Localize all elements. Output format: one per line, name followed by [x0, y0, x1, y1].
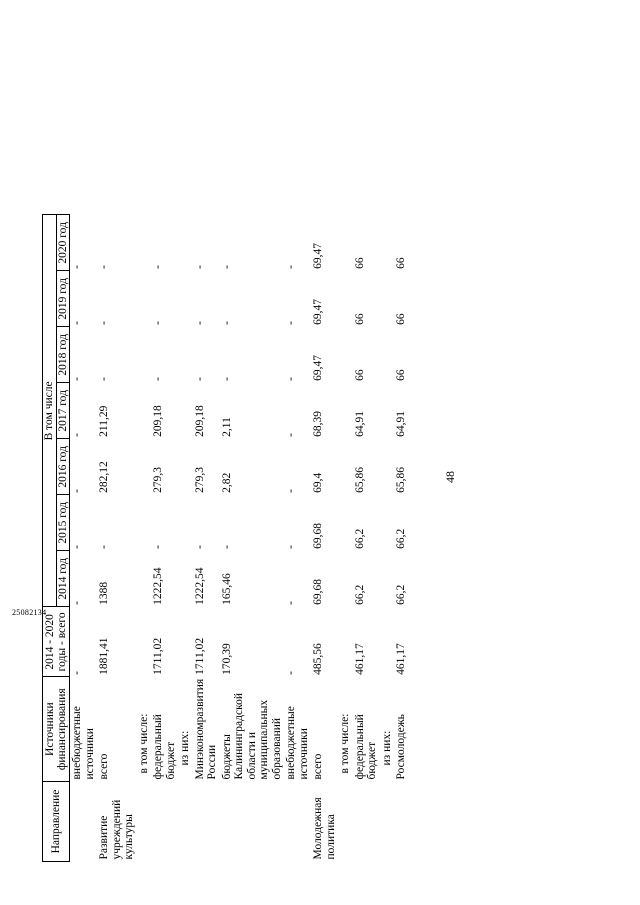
header-year: 2018 год — [56, 327, 70, 383]
direction-cell — [178, 782, 193, 862]
year-value-cell: 64,91 — [395, 410, 407, 437]
header-in-total: В том числе — [43, 215, 57, 607]
year-value-cell: 1222,54 — [152, 567, 164, 605]
year-value-cell: - — [152, 321, 164, 325]
table-row — [137, 215, 152, 862]
year-value-cell: - — [193, 545, 206, 549]
year-value-cell — [178, 495, 193, 551]
year-value-cell: - — [71, 265, 83, 269]
total-cell: - — [71, 671, 83, 675]
source-cell: Минэкономразвития России — [193, 678, 218, 780]
year-value-cell: - — [98, 321, 110, 325]
direction-cell — [353, 782, 380, 862]
year-value-cell — [137, 495, 152, 551]
source-cell: бюджеты Калининградской области и муниципальных образований — [220, 692, 283, 780]
table-row — [394, 215, 409, 862]
direction-cell — [193, 782, 220, 862]
year-value-cell: 69,47 — [312, 242, 324, 269]
year-value-cell — [178, 215, 193, 271]
source-cell: всего — [98, 753, 110, 780]
year-value-cell: 279,3 — [152, 466, 164, 493]
year-value-cell: 64,91 — [353, 410, 366, 437]
year-value-cell: 1222,54 — [193, 567, 206, 605]
year-value-cell — [338, 271, 353, 327]
year-value-cell: 69,68 — [312, 578, 324, 605]
total-cell: 1711,02 — [152, 637, 164, 675]
year-value-cell — [137, 551, 152, 607]
total-cell: 461,17 — [353, 643, 366, 675]
year-value-cell: - — [220, 265, 233, 269]
header-direction: Направление — [43, 782, 70, 862]
source-cell: Росмолодежь — [395, 714, 407, 780]
year-value-cell: - — [220, 545, 233, 549]
year-value-cell — [178, 439, 193, 495]
year-value-cell: - — [285, 377, 297, 381]
direction-cell — [220, 782, 285, 862]
total-cell: - — [285, 671, 297, 675]
year-value-cell: 69,68 — [312, 522, 324, 549]
year-value-cell: 66,2 — [353, 528, 366, 549]
year-value-cell: 66 — [353, 369, 366, 381]
year-value-cell: - — [285, 265, 297, 269]
year-value-cell — [338, 439, 353, 495]
year-value-cell — [380, 215, 395, 271]
year-value-cell: - — [71, 433, 83, 437]
year-value-cell — [178, 551, 193, 607]
year-value-cell: - — [98, 545, 110, 549]
year-value-cell: 209,18 — [152, 405, 164, 437]
year-value-cell — [338, 215, 353, 271]
total-cell — [178, 607, 193, 677]
source-cell: федеральный бюджет — [353, 714, 378, 780]
year-value-cell: - — [152, 545, 164, 549]
year-value-cell — [137, 215, 152, 271]
year-value-cell: - — [285, 601, 297, 605]
year-value-cell: 69,4 — [312, 472, 324, 493]
year-value-cell: 279,3 — [193, 466, 206, 493]
year-value-cell: 66,2 — [395, 584, 407, 605]
table-row — [97, 215, 137, 862]
year-value-cell — [338, 551, 353, 607]
source-cell: федеральный бюджет — [152, 714, 177, 780]
header-sources: Источники финансирования — [43, 677, 70, 782]
year-value-cell — [137, 439, 152, 495]
year-value-cell: - — [285, 489, 297, 493]
header-year: 2015 год — [56, 495, 70, 551]
year-value-cell: - — [193, 265, 206, 269]
year-value-cell: - — [152, 377, 164, 381]
year-value-cell — [137, 327, 152, 383]
source-cell: в том числе: — [137, 713, 150, 774]
year-value-cell: 65,86 — [353, 466, 366, 493]
source-cell: внебюджетные источники — [71, 706, 96, 780]
year-value-cell: - — [98, 377, 110, 381]
direction-cell — [284, 782, 311, 862]
table-row — [220, 215, 285, 862]
year-value-cell: 282,12 — [98, 461, 110, 493]
year-value-cell: - — [71, 545, 83, 549]
total-cell: 1881,41 — [98, 637, 110, 675]
year-value-cell: 1388 — [98, 581, 110, 605]
year-value-cell — [380, 551, 395, 607]
total-cell — [137, 607, 152, 677]
header-year: 2017 год — [56, 383, 70, 439]
direction-cell — [380, 782, 395, 862]
direction-cell: Развитие учреждений культуры — [98, 799, 135, 860]
year-value-cell: 66 — [395, 257, 407, 269]
year-value-cell: - — [220, 377, 233, 381]
table-row — [151, 215, 178, 862]
source-cell: всего — [312, 753, 324, 780]
header-period-total: 2014 - 2020 годы - всего — [43, 607, 70, 677]
side-code: 25082134 — [12, 608, 47, 617]
year-value-cell: - — [71, 321, 83, 325]
direction-cell — [338, 782, 353, 862]
year-value-cell: 69,47 — [312, 354, 324, 381]
year-value-cell: 211,29 — [98, 405, 110, 437]
year-value-cell: 65,86 — [395, 466, 407, 493]
year-value-cell: - — [193, 321, 206, 325]
direction-cell — [137, 782, 152, 862]
direction-cell — [151, 782, 178, 862]
table-row — [70, 215, 98, 862]
table-row — [284, 215, 311, 862]
total-cell: 461,17 — [395, 643, 407, 675]
table-row — [338, 215, 353, 862]
header-year: 2014 год — [56, 551, 70, 607]
year-value-cell: 66 — [353, 257, 366, 269]
year-value-cell: 68,39 — [312, 410, 324, 437]
year-value-cell — [338, 383, 353, 439]
year-value-cell — [137, 271, 152, 327]
year-value-cell — [178, 383, 193, 439]
year-value-cell: 66,2 — [395, 528, 407, 549]
year-value-cell: 66 — [395, 313, 407, 325]
source-cell: из них: — [179, 730, 191, 766]
direction-cell — [70, 782, 98, 862]
total-cell: 485,56 — [312, 643, 324, 675]
year-value-cell: - — [71, 377, 83, 381]
table-row — [311, 215, 338, 862]
year-value-cell — [338, 495, 353, 551]
year-value-cell: 2,82 — [220, 472, 233, 493]
page-number: 48 — [443, 471, 457, 483]
year-value-cell: - — [285, 433, 297, 437]
year-value-cell — [178, 271, 193, 327]
source-cell: в том числе: — [339, 713, 351, 774]
year-value-cell — [380, 495, 395, 551]
year-value-cell: 2,11 — [220, 417, 233, 437]
total-cell: 170,39 — [220, 643, 233, 675]
year-value-cell: - — [152, 265, 164, 269]
header-year: 2020 год — [56, 215, 70, 271]
total-cell: 1711,02 — [193, 637, 206, 675]
year-value-cell: 66 — [353, 313, 366, 325]
year-value-cell — [380, 439, 395, 495]
direction-cell: Молодежная политика — [312, 797, 337, 860]
source-cell: из них: — [380, 730, 393, 766]
funding-table — [42, 214, 409, 862]
table-body — [70, 215, 409, 862]
year-value-cell: - — [285, 545, 297, 549]
year-value-cell: - — [71, 489, 83, 493]
total-cell — [380, 607, 395, 677]
year-value-cell — [380, 383, 395, 439]
year-value-cell: 66 — [395, 369, 407, 381]
year-value-cell — [380, 271, 395, 327]
header-year: 2019 год — [56, 271, 70, 327]
year-value-cell: - — [193, 377, 206, 381]
year-value-cell: - — [220, 321, 233, 325]
year-value-cell: 69,47 — [312, 298, 324, 325]
year-value-cell: 165,46 — [220, 573, 233, 605]
year-value-cell: 66,2 — [353, 584, 366, 605]
table-row — [193, 215, 220, 862]
year-value-cell — [178, 327, 193, 383]
year-value-cell: - — [98, 265, 110, 269]
year-value-cell: 209,18 — [193, 405, 206, 437]
year-value-cell: - — [71, 601, 83, 605]
total-cell — [338, 607, 353, 677]
source-cell: внебюджетные источники — [285, 706, 310, 780]
year-value-cell: - — [285, 321, 297, 325]
table-row — [178, 215, 193, 862]
table-row — [380, 215, 395, 862]
direction-cell — [394, 782, 409, 862]
header-year: 2016 год — [56, 439, 70, 495]
year-value-cell — [338, 327, 353, 383]
year-value-cell — [380, 327, 395, 383]
table-row — [353, 215, 380, 862]
year-value-cell — [137, 383, 152, 439]
